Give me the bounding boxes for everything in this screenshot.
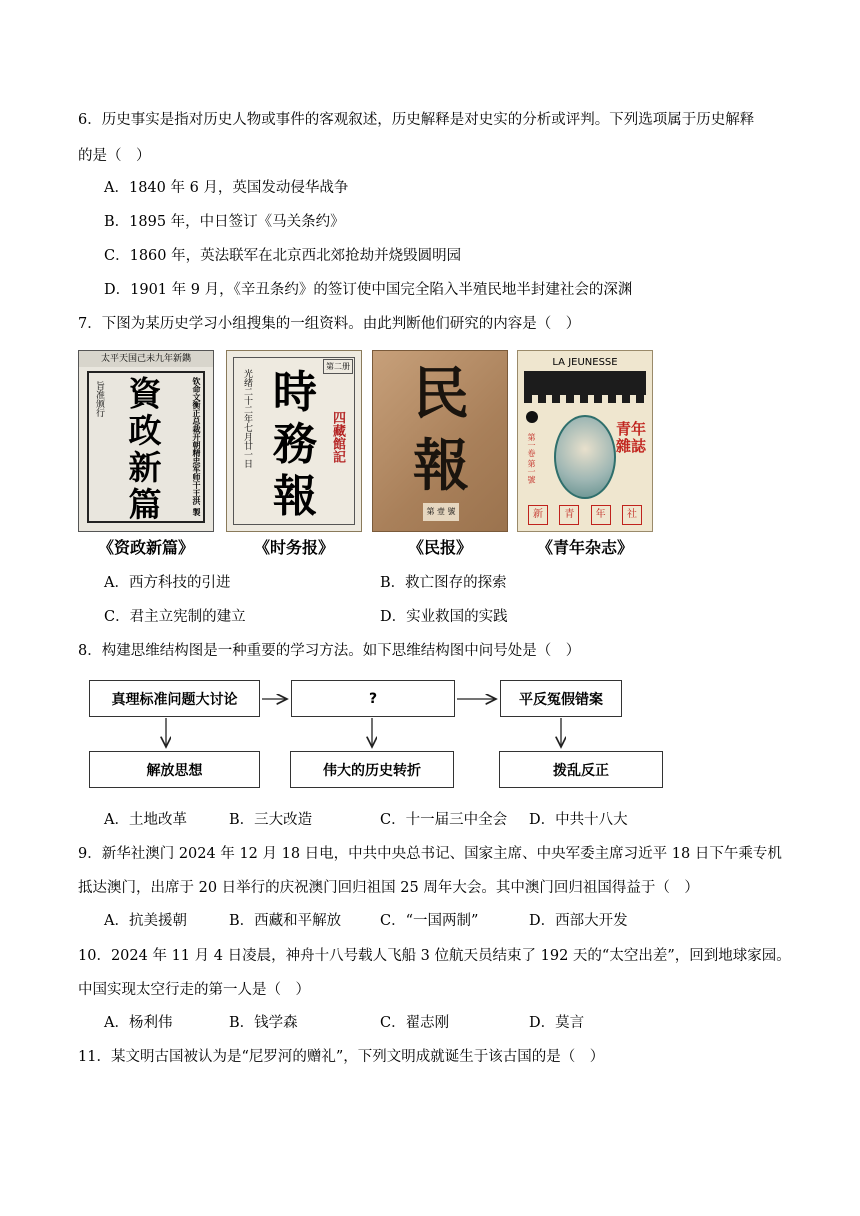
diagram-box-set-things-right: 拨乱反正 <box>499 751 663 788</box>
minbao-issue-label: 第 壹 號 <box>423 503 459 521</box>
qingnian-bottom-char-4: 社 <box>622 505 642 525</box>
q7-option-d: D．实业救国的实践 <box>380 609 508 625</box>
q9-option-d: D．西部大开发 <box>529 913 628 929</box>
q7-stem: 7．下图为某历史学习小组搜集的一组资料。由此判断他们研究的内容是（ ） <box>78 316 581 332</box>
shiwubao-title-char-2: 務 <box>273 419 317 470</box>
zizheng-top-inscription: 太平天国己未九年新鐫 <box>79 351 213 367</box>
zizheng-title-char-2: 政 <box>128 411 162 450</box>
zizheng-title-char-1: 資 <box>128 374 162 413</box>
q8-option-a: A．土地改革 <box>104 812 187 828</box>
caption-minbao: 《民报》 <box>407 538 472 557</box>
q6-option-c: C．1860 年，英法联军在北京西北郊抢劫并烧毁圆明园 <box>104 248 462 264</box>
q10-option-b: B．钱学森 <box>229 1015 298 1031</box>
zizheng-title-char-4: 篇 <box>128 485 162 524</box>
q9-option-c: C．“一国两制” <box>380 913 479 929</box>
diagram-box-rehabilitation: 平反冤假错案 <box>500 680 622 717</box>
q7-option-a: A．西方科技的引进 <box>104 575 231 591</box>
diagram-box-question-mark: ? <box>291 680 455 717</box>
caption-qingnian-zazhi: 《青年杂志》 <box>536 538 633 557</box>
diagram-box-emancipate-mind: 解放思想 <box>89 751 260 788</box>
q8-option-d: D．中共十八大 <box>529 812 628 828</box>
shiwubao-publisher-seal: 四藏館記 <box>330 411 345 463</box>
caption-shiwubao: 《时务报》 <box>253 538 334 557</box>
q6-option-a: A．1840 年 6 月，英国发动侵华战争 <box>104 180 349 196</box>
q10-stem-line2: 中国实现太空行走的第一人是（ ） <box>78 982 310 998</box>
q9-stem-line2: 抵达澳门，出席于 20 日举行的庆祝澳门回归祖国 25 周年大会。其中澳门回归祖国得益于（ ） <box>78 880 699 896</box>
shiwubao-volume-tag: 第二册 <box>323 359 353 374</box>
q10-stem-line1: 10．2024 年 11 月 4 日凌晨，神舟十八号载人飞船 3 位航天员结束了 192 天的“太空出差”，回到地球家园。 <box>78 948 791 964</box>
q6-option-d: D．1901 年 9 月，《辛丑条约》的签订使中国完全陷入半殖民地半封建社会的深渊 <box>104 282 633 298</box>
q6-option-b: B．1895 年，中日签订《马关条约》 <box>104 214 345 230</box>
shiwubao-title-char-3: 報 <box>273 471 317 522</box>
qingnian-bottom-char-3: 年 <box>591 505 611 525</box>
q9-option-a: A．抗美援朝 <box>104 913 187 929</box>
q6-stem-line2: 的是（ ） <box>78 148 151 164</box>
diagram-box-truth-criterion: 真理标准问题大讨论 <box>89 680 260 717</box>
qingnian-side-title: 青年雜誌 <box>616 420 647 455</box>
zizheng-right-column: 钦命文衡正总裁开朝精忠军师干王洪 製 <box>192 377 201 516</box>
q9-option-b: B．西藏和平解放 <box>229 913 342 929</box>
q8-stem: 8．构建思维结构图是一种重要的学习方法。如下思维结构图中问号处是（ ） <box>78 643 581 659</box>
q9-stem-line1: 9．新华社澳门 2024 年 12 月 18 日电，中共中央总书记、国家主席、中央军委主席习近平 18 日下午乘专机 <box>78 846 782 862</box>
caption-zizheng-xinpian: 《资政新篇》 <box>97 538 194 557</box>
q10-option-a: A．杨利伟 <box>104 1015 173 1031</box>
q8-option-b: B．三大改造 <box>229 812 313 828</box>
shiwubao-title-char-1: 時 <box>273 367 317 418</box>
qingnian-bottom-char-1: 新 <box>528 505 548 525</box>
zizheng-left-column: 旨准颁行 <box>94 381 104 417</box>
minbao-title-char-1: 民 <box>413 362 469 427</box>
shiwubao-date-column: 光绪二十二年七月廿一日 <box>242 369 252 468</box>
qingnian-bottom-char-2: 青 <box>559 505 579 525</box>
q10-option-d: D．莫言 <box>529 1015 585 1031</box>
q7-option-b: B．救亡图存的探索 <box>380 575 507 591</box>
diagram-box-historic-turning: 伟大的历史转折 <box>290 751 454 788</box>
minbao-title-char-2: 報 <box>413 434 469 499</box>
q10-option-c: C．翟志刚 <box>380 1015 450 1031</box>
qingnian-banner: LA JEUNESSE <box>552 357 618 368</box>
q6-stem-line1: 6．历史事实是指对历史人物或事件的客观叙述，历史解释是对史实的分析或评判。下列选项属于历史解释 <box>78 112 755 128</box>
qingnian-issue-text: 第一卷 第一號 <box>527 433 536 484</box>
q11-stem: 11．某文明古国被认为是“尼罗河的赠礼”，下列文明成就诞生于该古国的是（ ） <box>78 1049 605 1065</box>
q8-option-c: C．十一届三中全会 <box>380 812 508 828</box>
q7-option-c: C．君主立宪制的建立 <box>104 609 246 625</box>
zizheng-title-char-3: 新 <box>128 448 162 487</box>
